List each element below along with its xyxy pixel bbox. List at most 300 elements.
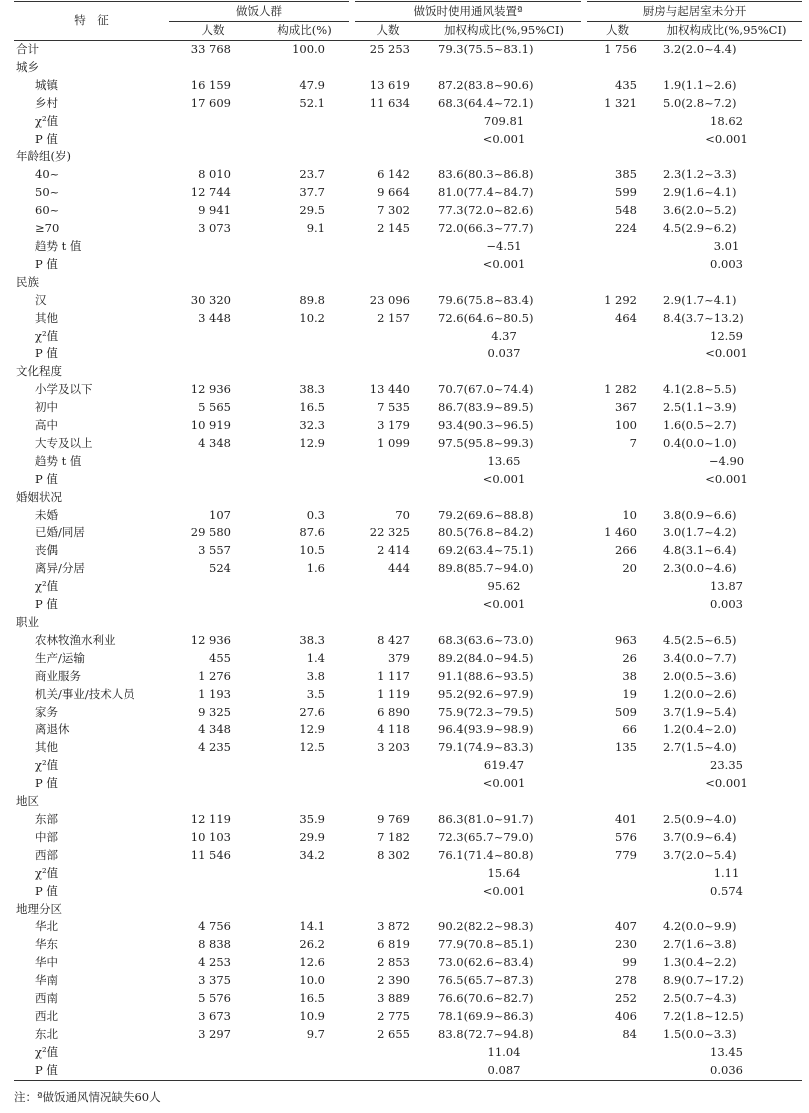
cell-count-kitchen: 407 xyxy=(615,919,637,934)
cell-percent-cooking: 26.2 xyxy=(299,937,325,952)
empty-cell xyxy=(257,59,352,77)
empty-cell xyxy=(584,148,651,166)
cell-weighted-ventilation: 76.1(71.4~80.8) xyxy=(438,847,534,862)
cell-weighted-ventilation: 87.2(83.8~90.6) xyxy=(438,77,534,92)
cell-percent-cooking: 12.9 xyxy=(299,435,325,450)
stat-label: χ²值 xyxy=(35,865,59,880)
empty-cell xyxy=(584,328,651,346)
cell-count-cooking: 4 756 xyxy=(198,919,231,934)
empty-cell xyxy=(257,131,352,149)
row-label: 初中 xyxy=(35,400,58,415)
cell-percent-cooking: 37.7 xyxy=(299,185,325,200)
row-label: 大专及以上 xyxy=(35,435,93,450)
stat-value-kitchen: 13.87 xyxy=(710,579,743,594)
stat-label: χ²值 xyxy=(35,758,59,773)
empty-cell xyxy=(584,793,651,811)
empty-cell xyxy=(257,238,352,256)
cell-count-cooking: 12 119 xyxy=(190,811,231,826)
empty-cell xyxy=(352,1062,424,1080)
empty-cell xyxy=(352,775,424,793)
cell-count-ventilation: 1 099 xyxy=(377,435,410,450)
cell-count-kitchen: 99 xyxy=(622,955,637,970)
cell-percent-cooking: 3.5 xyxy=(306,686,325,701)
table-row xyxy=(14,560,802,578)
cell-count-ventilation: 13 619 xyxy=(369,77,410,92)
table-row xyxy=(14,739,802,757)
table-header xyxy=(14,2,802,41)
table-body xyxy=(14,41,802,1081)
empty-cell xyxy=(352,59,424,77)
empty-cell xyxy=(169,596,257,614)
table-row xyxy=(14,41,802,59)
empty-cell xyxy=(257,363,352,381)
row-label: 商业服务 xyxy=(35,668,81,683)
empty-cell xyxy=(584,757,651,775)
cell-percent-cooking: 52.1 xyxy=(299,95,325,110)
stat-value-ventilation: <0.001 xyxy=(482,471,526,486)
stat-value-kitchen: <0.001 xyxy=(705,346,748,361)
empty-cell xyxy=(352,883,424,901)
cell-weighted-kitchen: 4.5(2.9~6.2) xyxy=(663,221,737,236)
stat-value-ventilation: 11.04 xyxy=(487,1044,521,1059)
row-label: 其他 xyxy=(35,310,58,325)
table-row xyxy=(14,775,802,793)
cell-weighted-ventilation: 81.0(77.4~84.7) xyxy=(438,185,534,200)
category-heading: 文化程度 xyxy=(16,364,62,379)
header-count-3: 人数 xyxy=(584,22,651,41)
stat-label: χ²值 xyxy=(35,113,59,128)
cell-count-ventilation: 9 769 xyxy=(377,811,410,826)
table-row xyxy=(14,399,802,417)
table-row xyxy=(14,184,802,202)
cell-count-ventilation: 6 142 xyxy=(377,167,410,182)
row-label: 华中 xyxy=(35,955,58,970)
cell-weighted-kitchen: 5.0(2.8~7.2) xyxy=(663,95,737,110)
cell-weighted-kitchen: 4.1(2.8~5.5) xyxy=(663,382,737,397)
table-row xyxy=(14,238,802,256)
cell-percent-cooking: 23.7 xyxy=(299,167,325,182)
stat-value-ventilation: 709.81 xyxy=(483,113,525,128)
empty-cell xyxy=(257,1044,352,1062)
stat-value-kitchen: −4.90 xyxy=(708,453,745,468)
category-heading: 地区 xyxy=(16,794,39,809)
cell-weighted-kitchen: 2.5(0.7~4.3) xyxy=(663,991,737,1006)
cell-weighted-kitchen: 1.9(1.1~2.6) xyxy=(663,77,737,92)
cell-count-ventilation: 1 119 xyxy=(377,686,410,701)
stat-value-ventilation: 619.47 xyxy=(483,758,525,773)
cell-count-cooking: 8 838 xyxy=(198,937,231,952)
table-row xyxy=(14,614,802,632)
cell-count-kitchen: 599 xyxy=(615,185,637,200)
cell-percent-cooking: 35.9 xyxy=(299,811,325,826)
cell-count-ventilation: 2 775 xyxy=(377,1008,410,1023)
empty-cell xyxy=(352,113,424,131)
category-heading: 婚姻状况 xyxy=(16,489,62,504)
category-heading: 城乡 xyxy=(16,59,39,74)
empty-cell xyxy=(257,328,352,346)
cell-count-kitchen: 1 460 xyxy=(604,525,637,540)
cell-weighted-ventilation: 78.1(69.9~86.3) xyxy=(438,1008,534,1023)
table-row xyxy=(14,489,802,507)
stat-value-ventilation: <0.001 xyxy=(482,256,526,271)
cell-weighted-kitchen: 2.9(1.7~4.1) xyxy=(663,292,737,307)
cell-count-kitchen: 548 xyxy=(615,203,637,218)
cell-count-cooking: 4 235 xyxy=(198,740,231,755)
cell-count-ventilation: 7 182 xyxy=(377,829,410,844)
stat-value-ventilation: <0.001 xyxy=(482,776,526,791)
cell-percent-cooking: 10.0 xyxy=(299,973,325,988)
cell-weighted-ventilation: 89.8(85.7~94.0) xyxy=(438,561,534,576)
empty-cell xyxy=(257,578,352,596)
cell-weighted-ventilation: 97.5(95.8~99.3) xyxy=(438,435,534,450)
stat-label: P 值 xyxy=(35,776,58,791)
table-row xyxy=(14,1044,802,1062)
table-row xyxy=(14,1008,802,1026)
table-row xyxy=(14,704,802,722)
empty-cell xyxy=(584,274,651,292)
cell-count-ventilation: 2 157 xyxy=(377,310,410,325)
header-feature: 特 征 xyxy=(14,2,169,41)
cell-count-ventilation: 3 872 xyxy=(377,919,410,934)
cell-percent-cooking: 10.9 xyxy=(299,1008,325,1023)
cell-weighted-ventilation: 90.2(82.2~98.3) xyxy=(438,919,534,934)
cell-weighted-ventilation: 91.1(88.6~93.5) xyxy=(438,668,534,683)
cell-weighted-ventilation: 86.3(81.0~91.7) xyxy=(438,811,534,826)
cell-weighted-kitchen: 3.6(2.0~5.2) xyxy=(663,203,737,218)
table-row xyxy=(14,990,802,1008)
cell-percent-cooking: 12.6 xyxy=(299,955,325,970)
empty-cell xyxy=(169,453,257,471)
empty-cell xyxy=(584,363,651,381)
table-row xyxy=(14,1026,802,1044)
cell-count-ventilation: 3 203 xyxy=(377,740,410,755)
cell-count-kitchen: 224 xyxy=(615,221,637,236)
stat-value-ventilation: <0.001 xyxy=(482,883,526,898)
empty-cell xyxy=(257,901,352,919)
stat-value-ventilation: −4.51 xyxy=(486,238,522,253)
cell-count-ventilation: 11 634 xyxy=(369,95,410,110)
cell-count-kitchen: 266 xyxy=(615,543,637,558)
empty-cell xyxy=(352,757,424,775)
cell-weighted-kitchen: 1.2(0.0~2.6) xyxy=(663,686,737,701)
empty-cell xyxy=(257,614,352,632)
table-row xyxy=(14,632,802,650)
empty-cell xyxy=(584,1044,651,1062)
cell-weighted-kitchen: 1.3(0.4~2.2) xyxy=(663,955,737,970)
row-label: 华东 xyxy=(35,937,58,952)
empty-cell xyxy=(257,793,352,811)
cell-count-kitchen: 406 xyxy=(615,1008,637,1023)
cell-count-kitchen: 1 321 xyxy=(604,95,637,110)
cell-percent-cooking: 1.4 xyxy=(306,650,325,665)
row-label: 未婚 xyxy=(35,507,58,522)
empty-cell xyxy=(169,883,257,901)
cell-weighted-ventilation: 69.2(63.4~75.1) xyxy=(438,543,534,558)
empty-cell xyxy=(257,596,352,614)
cell-count-ventilation: 13 440 xyxy=(369,382,410,397)
table-row xyxy=(14,59,802,77)
cell-count-kitchen: 367 xyxy=(615,400,637,415)
cell-count-ventilation: 2 390 xyxy=(377,973,410,988)
cell-count-cooking: 30 320 xyxy=(190,292,231,307)
cell-count-cooking: 107 xyxy=(209,507,231,522)
empty-cell xyxy=(169,274,257,292)
empty-cell xyxy=(651,901,802,919)
stat-value-ventilation: 4.37 xyxy=(491,328,517,343)
table-row xyxy=(14,811,802,829)
table-row xyxy=(14,668,802,686)
cell-count-ventilation: 6 890 xyxy=(377,704,410,719)
table-row xyxy=(14,274,802,292)
table-row xyxy=(14,131,802,149)
empty-cell xyxy=(584,238,651,256)
stat-label: P 值 xyxy=(35,883,58,898)
cell-count-cooking: 524 xyxy=(209,561,231,576)
cell-count-cooking: 16 159 xyxy=(190,77,231,92)
category-heading: 职业 xyxy=(16,615,39,629)
empty-cell xyxy=(169,489,257,507)
empty-cell xyxy=(169,865,257,883)
row-label: 乡村 xyxy=(35,95,58,110)
cell-weighted-ventilation: 83.8(72.7~94.8) xyxy=(438,1026,534,1041)
cell-count-cooking: 33 768 xyxy=(190,42,231,56)
empty-cell xyxy=(352,578,424,596)
table-row xyxy=(14,453,802,471)
cell-weighted-ventilation: 76.6(70.6~82.7) xyxy=(438,991,534,1006)
empty-cell xyxy=(352,148,424,166)
empty-cell xyxy=(651,793,802,811)
cell-count-kitchen: 1 292 xyxy=(604,292,637,307)
cell-count-ventilation: 7 535 xyxy=(377,400,410,415)
cell-weighted-ventilation: 86.7(83.9~89.5) xyxy=(438,400,534,415)
cell-percent-cooking: 0.3 xyxy=(306,507,325,522)
table-row xyxy=(14,363,802,381)
header-count-2: 人数 xyxy=(352,22,424,41)
table-row xyxy=(14,381,802,399)
data-table xyxy=(14,1,802,1081)
table-row xyxy=(14,954,802,972)
cell-count-kitchen: 278 xyxy=(615,973,637,988)
table-row xyxy=(14,972,802,990)
empty-cell xyxy=(257,471,352,489)
row-label: 合计 xyxy=(16,42,39,56)
empty-cell xyxy=(169,256,257,274)
table-row xyxy=(14,471,802,489)
cell-weighted-kitchen: 0.4(0.0~1.0) xyxy=(663,435,737,450)
row-label: 华南 xyxy=(35,973,58,988)
table-row xyxy=(14,918,802,936)
cell-count-kitchen: 1 756 xyxy=(604,42,637,56)
cell-weighted-ventilation: 68.3(63.6~73.0) xyxy=(438,632,534,647)
empty-cell xyxy=(169,328,257,346)
stat-value-kitchen: <0.001 xyxy=(705,776,748,791)
cell-count-kitchen: 10 xyxy=(622,507,637,522)
stat-label: P 值 xyxy=(35,471,58,486)
cell-weighted-kitchen: 4.2(0.0~9.9) xyxy=(663,919,737,934)
cell-weighted-kitchen: 8.9(0.7~17.2) xyxy=(663,973,744,988)
cell-count-cooking: 3 448 xyxy=(198,310,231,325)
cell-percent-cooking: 29.9 xyxy=(299,829,325,844)
empty-cell xyxy=(257,256,352,274)
cell-percent-cooking: 32.3 xyxy=(299,418,325,433)
cell-weighted-kitchen: 8.4(3.7~13.2) xyxy=(663,310,744,325)
cell-weighted-kitchen: 4.8(3.1~6.4) xyxy=(663,543,737,558)
table-row xyxy=(14,95,802,113)
cell-weighted-ventilation: 89.2(84.0~94.5) xyxy=(438,650,534,665)
cell-weighted-kitchen: 2.5(1.1~3.9) xyxy=(663,400,737,415)
empty-cell xyxy=(257,453,352,471)
empty-cell xyxy=(169,113,257,131)
row-label: 高中 xyxy=(35,418,58,433)
empty-cell xyxy=(352,453,424,471)
table-row xyxy=(14,202,802,220)
empty-cell xyxy=(352,793,424,811)
stat-value-ventilation: 95.62 xyxy=(487,579,521,594)
cell-percent-cooking: 12.5 xyxy=(299,740,325,755)
table-row xyxy=(14,901,802,919)
cell-count-ventilation: 25 253 xyxy=(369,42,410,56)
cell-weighted-ventilation: 72.0(66.3~77.7) xyxy=(438,221,534,236)
cell-percent-cooking: 38.3 xyxy=(299,632,325,647)
cell-percent-cooking: 16.5 xyxy=(299,991,325,1006)
cell-weighted-ventilation: 73.0(62.6~83.4) xyxy=(438,955,534,970)
cell-count-ventilation: 70 xyxy=(395,507,410,522)
row-label: 城镇 xyxy=(35,77,58,92)
stat-label: P 值 xyxy=(35,131,58,146)
cell-count-kitchen: 252 xyxy=(615,991,637,1006)
cell-weighted-kitchen: 2.9(1.6~4.1) xyxy=(663,185,737,200)
header-group-ventilation: 做饭时使用通风装置ª xyxy=(352,2,584,22)
cell-weighted-ventilation: 96.4(93.9~98.9) xyxy=(438,722,534,737)
cell-count-kitchen: 84 xyxy=(622,1026,637,1041)
cell-count-cooking: 455 xyxy=(209,650,231,665)
stat-value-ventilation: 0.087 xyxy=(424,1062,584,1080)
row-label: ≥70 xyxy=(35,221,60,236)
table-row xyxy=(14,883,802,901)
row-label: 60~ xyxy=(35,203,60,218)
stat-value-kitchen: 0.036 xyxy=(651,1062,802,1080)
empty-cell xyxy=(352,328,424,346)
cell-count-kitchen: 509 xyxy=(615,704,637,719)
cell-count-kitchen: 230 xyxy=(615,937,637,952)
cell-count-ventilation: 3 889 xyxy=(377,991,410,1006)
empty-cell xyxy=(169,471,257,489)
row-label: 其他 xyxy=(35,740,58,755)
empty-cell xyxy=(352,471,424,489)
cell-count-ventilation: 9 664 xyxy=(377,185,410,200)
empty-cell xyxy=(169,578,257,596)
empty-cell xyxy=(257,148,352,166)
cell-count-ventilation: 444 xyxy=(388,561,410,576)
table-row xyxy=(14,310,802,328)
cell-count-kitchen: 135 xyxy=(615,740,637,755)
cell-count-ventilation: 8 427 xyxy=(377,632,410,647)
stat-label: χ²值 xyxy=(35,328,59,343)
cell-count-cooking: 5 565 xyxy=(198,400,231,415)
table-row xyxy=(14,936,802,954)
stat-value-ventilation: <0.001 xyxy=(482,597,526,612)
cell-percent-cooking: 89.8 xyxy=(299,292,325,307)
cell-count-cooking: 4 348 xyxy=(198,722,231,737)
cell-count-ventilation: 8 302 xyxy=(377,847,410,862)
cell-count-kitchen: 26 xyxy=(622,650,637,665)
empty-cell xyxy=(257,274,352,292)
table-row xyxy=(14,292,802,310)
table-row xyxy=(14,542,802,560)
cell-count-cooking: 3 673 xyxy=(198,1008,231,1023)
cell-weighted-kitchen: 2.7(1.6~3.8) xyxy=(663,937,737,952)
header-group-kitchen-not-separated: 厨房与起居室未分开 xyxy=(584,2,802,22)
empty-cell xyxy=(352,596,424,614)
row-label: 已婚/同居 xyxy=(35,525,85,540)
cell-weighted-ventilation: 95.2(92.6~97.9) xyxy=(438,686,534,701)
row-label: 华北 xyxy=(35,919,58,934)
empty-cell xyxy=(352,1044,424,1062)
empty-cell xyxy=(584,614,651,632)
cell-weighted-ventilation: 76.5(65.7~87.3) xyxy=(438,973,534,988)
row-label: 西南 xyxy=(35,991,58,1006)
empty-cell xyxy=(257,883,352,901)
empty-cell xyxy=(651,148,802,166)
cell-count-kitchen: 1 282 xyxy=(604,382,637,397)
table-row xyxy=(14,77,802,95)
table-row xyxy=(14,328,802,346)
table-row xyxy=(14,865,802,883)
stat-value-kitchen: <0.001 xyxy=(705,131,748,146)
cell-count-kitchen: 464 xyxy=(615,310,637,325)
cell-weighted-kitchen: 3.7(2.0~5.4) xyxy=(663,847,737,862)
stat-value-ventilation: 13.65 xyxy=(487,453,521,468)
table-row xyxy=(14,148,802,166)
empty-cell xyxy=(424,59,584,77)
cell-count-ventilation: 2 853 xyxy=(377,955,410,970)
cell-count-cooking: 1 193 xyxy=(198,686,231,701)
empty-cell xyxy=(584,113,651,131)
table-footnote: 注：ª做饭通风情况缺失60人 xyxy=(14,1090,161,1104)
cell-weighted-kitchen: 3.8(0.9~6.6) xyxy=(663,507,737,522)
empty-cell xyxy=(424,274,584,292)
cell-weighted-ventilation: 77.3(72.0~82.6) xyxy=(438,203,534,218)
empty-cell xyxy=(651,59,802,77)
table-row xyxy=(14,507,802,525)
empty-cell xyxy=(257,345,352,363)
cell-count-ventilation: 2 655 xyxy=(377,1026,410,1041)
cell-count-cooking: 1 276 xyxy=(198,668,231,683)
empty-cell xyxy=(169,148,257,166)
cell-count-cooking: 9 941 xyxy=(198,203,231,218)
cell-count-cooking: 4 253 xyxy=(198,955,231,970)
cell-percent-cooking: 9.7 xyxy=(306,1026,325,1041)
cell-count-cooking: 5 576 xyxy=(198,991,231,1006)
cell-count-ventilation: 23 096 xyxy=(369,292,410,307)
cell-count-cooking: 12 744 xyxy=(190,185,231,200)
row-label: 生产/运输 xyxy=(35,650,85,665)
empty-cell xyxy=(352,274,424,292)
header-group-cooking-population: 做饭人群 xyxy=(169,2,352,22)
cell-count-cooking: 8 010 xyxy=(198,167,231,182)
table-row xyxy=(14,847,802,865)
stat-value-kitchen: 3.01 xyxy=(713,238,740,253)
cell-percent-cooking: 3.8 xyxy=(306,668,325,683)
table-row xyxy=(14,757,802,775)
cell-count-cooking: 9 325 xyxy=(198,704,231,719)
table-row xyxy=(14,524,802,542)
cell-count-kitchen: 7 xyxy=(629,435,637,450)
cell-count-kitchen: 576 xyxy=(615,829,637,844)
table-row xyxy=(14,1062,802,1080)
cell-weighted-kitchen: 1.6(0.5~2.7) xyxy=(663,418,737,433)
cell-count-ventilation: 2 414 xyxy=(377,543,410,558)
